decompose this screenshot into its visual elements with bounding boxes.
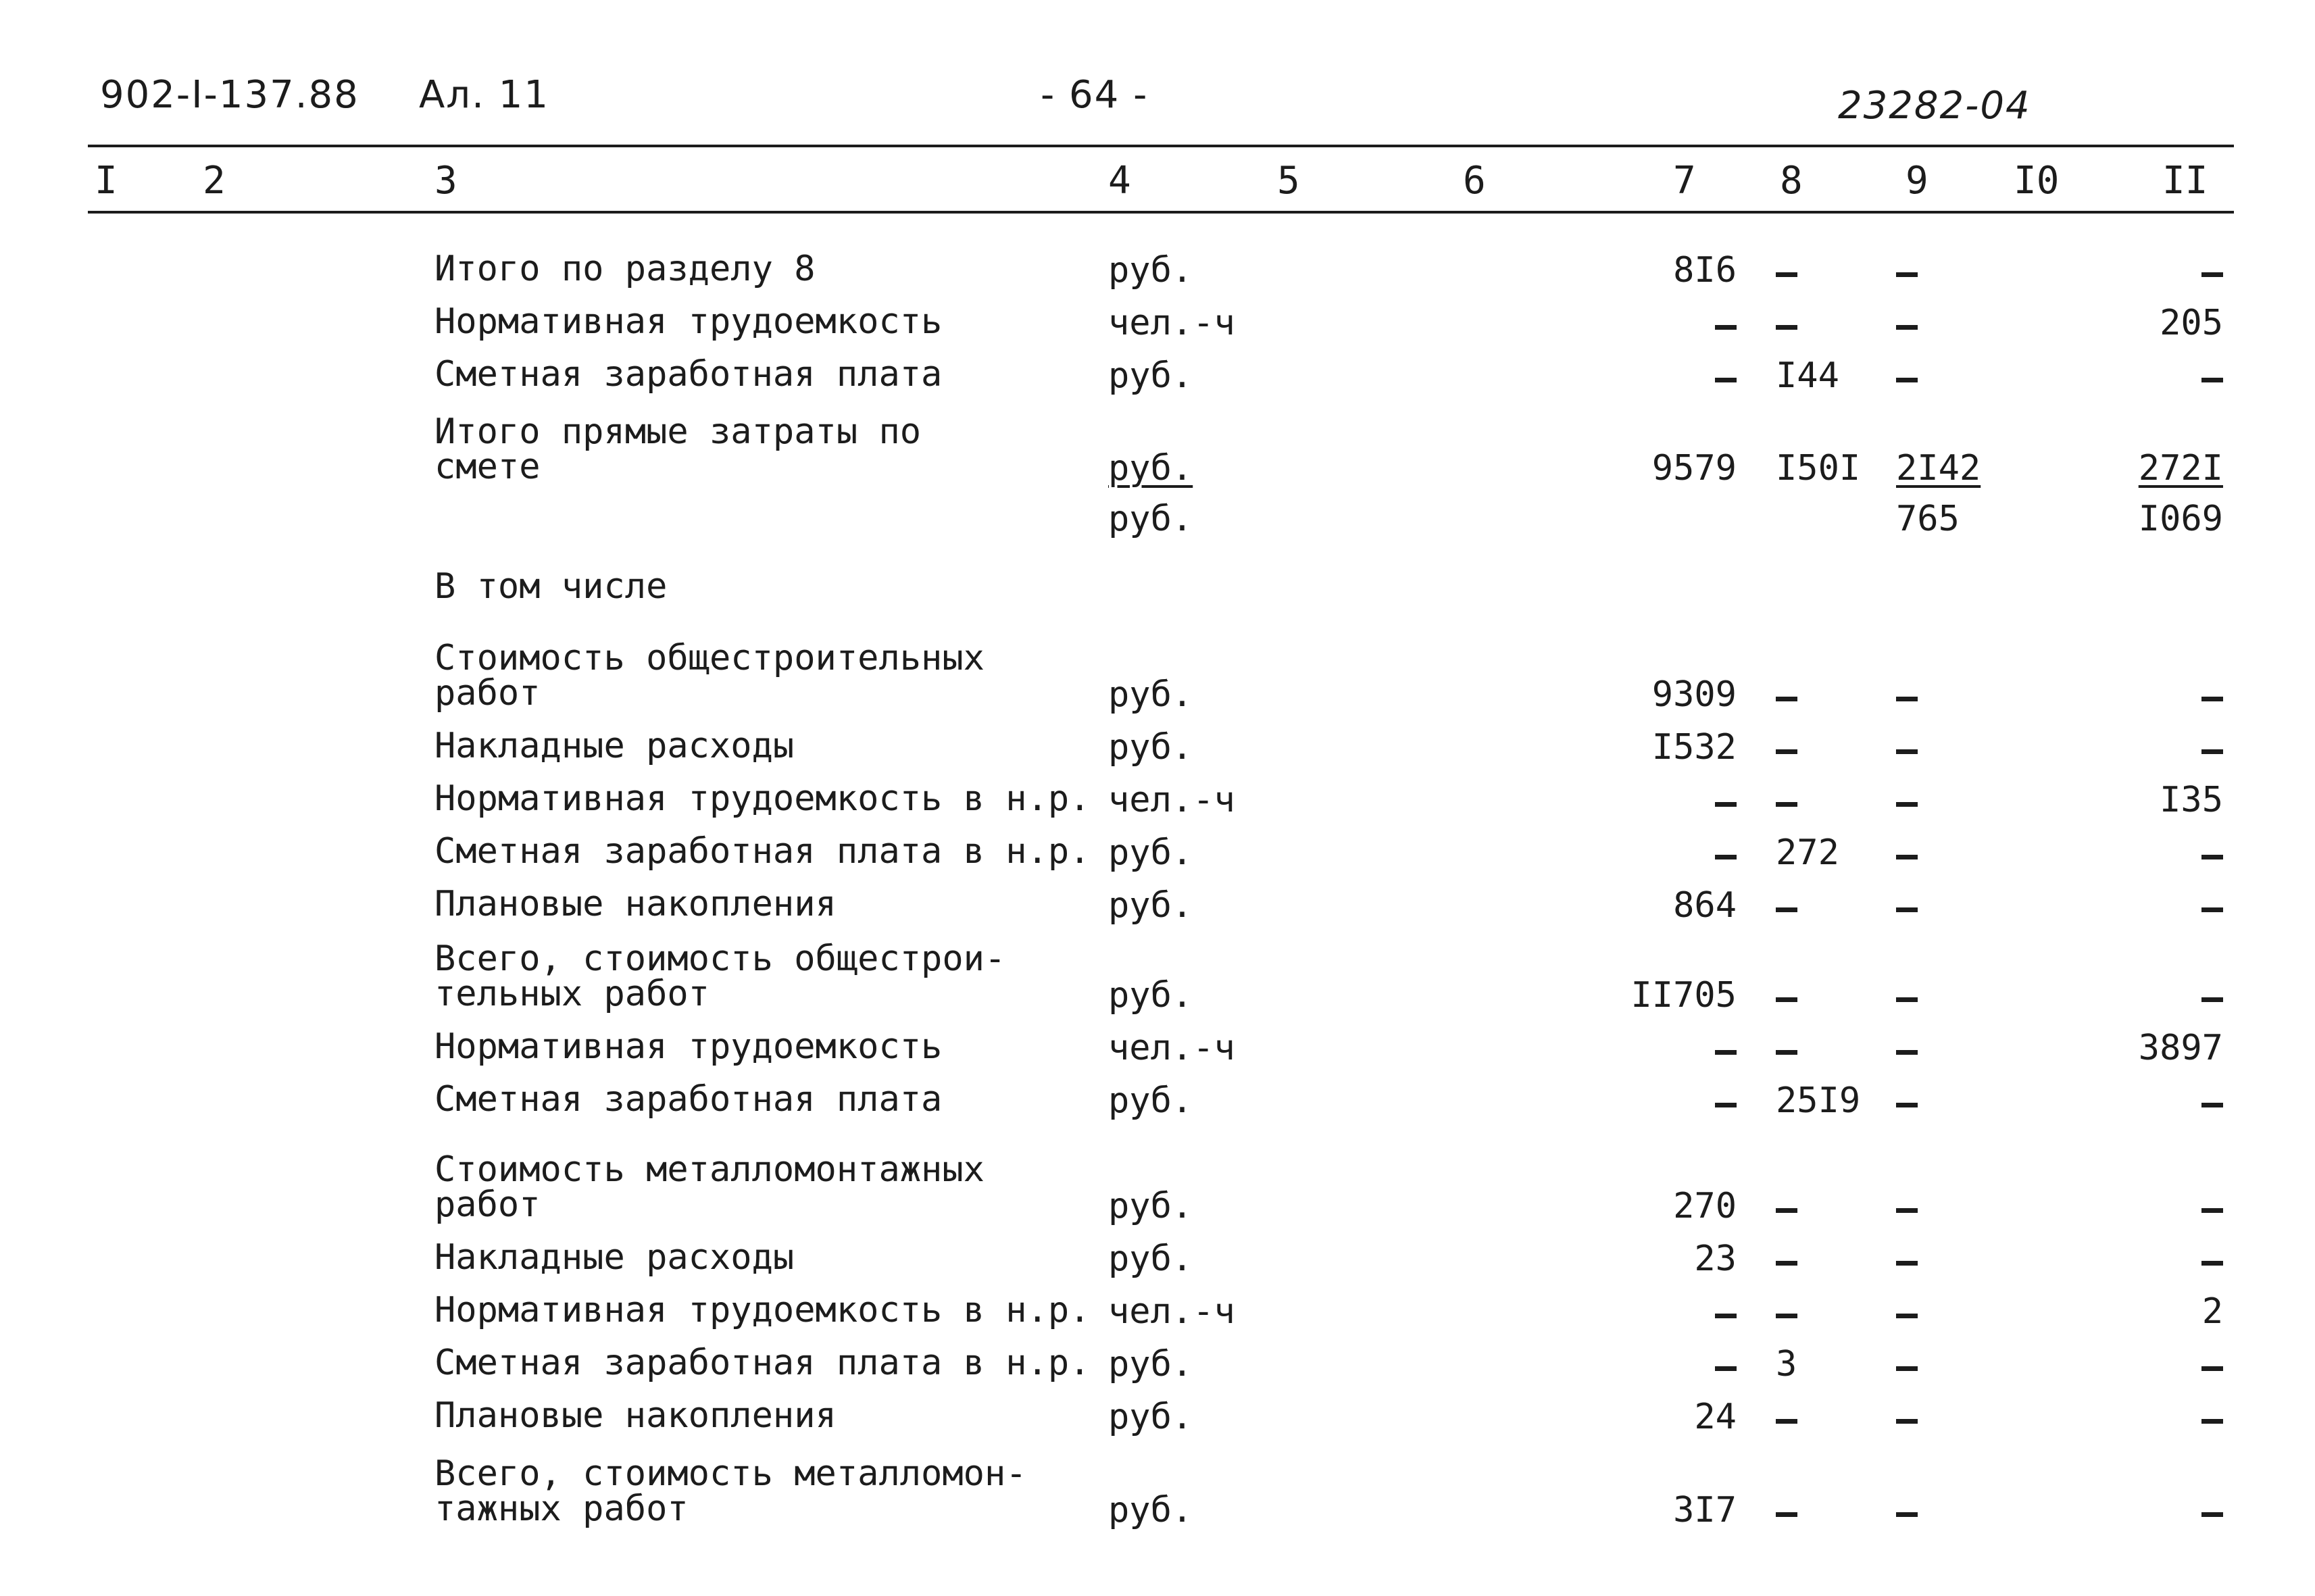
col7-value	[1628, 1029, 1737, 1067]
column-number: 4	[1108, 159, 1131, 203]
col7-value	[1628, 781, 1737, 819]
row-label: Нормативная трудоемкость	[434, 1026, 943, 1067]
column-number: I0	[2014, 159, 2060, 203]
dash-mark	[1776, 1512, 1797, 1517]
row-label: Накладные расходы	[434, 1237, 795, 1278]
dash-mark	[1896, 325, 1918, 330]
album-number: Ал. 11	[419, 73, 549, 117]
dash-mark	[2201, 1261, 2223, 1266]
dash-mark	[1776, 1314, 1797, 1318]
inventory-number: 23282-04	[1838, 84, 2031, 128]
dash-mark	[1896, 907, 1918, 912]
dash-mark	[2201, 855, 2223, 859]
dash-mark	[1896, 802, 1918, 807]
col7-value	[1628, 834, 1737, 872]
col8-value: 25I9	[1776, 1080, 1861, 1121]
row-unit: чел.-ч	[1108, 1291, 1235, 1332]
col11-value	[2129, 1240, 2223, 1278]
col11-value	[2129, 887, 2223, 924]
row-label: Всего, стоимость общестрои- тельных работ	[434, 939, 1006, 1014]
row-label: Стоимость металломонтажных работ	[434, 1149, 985, 1225]
col8-value: 272	[1776, 832, 1839, 873]
dash-mark	[1896, 378, 1918, 382]
col9-value	[1896, 1082, 1918, 1120]
col11-value: 3897	[2138, 1028, 2223, 1068]
col9-value	[1896, 1240, 1918, 1278]
row-label: Нормативная трудоемкость	[434, 301, 943, 342]
col11-value	[2129, 976, 2223, 1014]
row-unit: руб.	[1108, 1397, 1193, 1437]
col8-value	[1776, 304, 1797, 342]
dash-mark	[2201, 749, 2223, 754]
column-number: 7	[1673, 159, 1696, 203]
col7-value: 23	[1694, 1239, 1737, 1279]
col8-value: I44	[1776, 355, 1839, 396]
dash-mark	[1715, 1050, 1737, 1055]
col9-value	[1896, 1029, 1918, 1067]
row-label: Сметная заработная плата	[434, 354, 943, 395]
col7-value: 270	[1673, 1186, 1737, 1226]
column-number: I	[95, 159, 118, 203]
col9-value	[1896, 676, 1918, 714]
col7-value	[1628, 357, 1737, 395]
column-number: 5	[1277, 159, 1300, 203]
col11-value	[2129, 251, 2223, 289]
dash-mark	[1715, 855, 1737, 859]
row-unit: руб.	[1108, 1080, 1193, 1121]
col9-value	[1896, 1398, 1918, 1436]
row-unit: руб.	[1108, 1186, 1193, 1226]
col8-value	[1776, 976, 1797, 1014]
row-label: Нормативная трудоемкость в н.р.	[434, 778, 1091, 819]
row-label: Итого прямые затраты по смете	[434, 412, 922, 487]
dash-mark	[1896, 1261, 1918, 1266]
col7-value: 9309	[1651, 674, 1737, 715]
col9-value	[1896, 1187, 1918, 1225]
col11-value: I069	[2138, 499, 2223, 539]
col11-value	[2129, 1345, 2223, 1383]
col7-value: 864	[1673, 885, 1737, 926]
col11-value	[2129, 728, 2223, 766]
col8-value: I50I	[1776, 448, 1861, 489]
col9-value	[1896, 834, 1918, 872]
col9-value	[1896, 781, 1918, 819]
row-label: Всего, стоимость металломон- тажных работ	[434, 1453, 1027, 1529]
dash-mark	[1896, 1366, 1918, 1371]
col11-value	[2129, 1187, 2223, 1225]
dash-mark	[1776, 272, 1797, 277]
dash-mark	[1776, 749, 1797, 754]
col9-value	[1896, 976, 1918, 1014]
dash-mark	[2201, 1366, 2223, 1371]
dash-mark	[1715, 802, 1737, 807]
col11-value: I35	[2160, 780, 2223, 820]
row-unit: руб.	[1108, 1239, 1193, 1279]
row-unit: руб.	[1108, 1344, 1193, 1385]
dash-mark	[1776, 1419, 1797, 1424]
dash-mark	[1715, 1103, 1737, 1107]
col7-value: 3I7	[1673, 1490, 1737, 1530]
col8-value	[1776, 728, 1797, 766]
dash-mark	[1715, 1314, 1737, 1318]
col9-value	[1896, 304, 1918, 342]
col7-value: II705	[1631, 975, 1737, 1016]
column-number: 9	[1906, 159, 1928, 203]
col8-value	[1776, 1491, 1797, 1529]
dash-mark	[1896, 272, 1918, 277]
col11-value: 205	[2160, 303, 2223, 343]
dash-mark	[1776, 1208, 1797, 1213]
col8-value	[1776, 1293, 1797, 1330]
dash-mark	[1896, 1050, 1918, 1055]
column-number: 6	[1463, 159, 1486, 203]
col11-value	[2129, 834, 2223, 872]
row-label: Сметная заработная плата	[434, 1079, 943, 1120]
row-unit: руб.	[1108, 448, 1193, 489]
col7-value: I532	[1651, 727, 1737, 768]
col8-value: 3	[1776, 1344, 1797, 1385]
dash-mark	[1776, 907, 1797, 912]
row-unit: руб.	[1108, 885, 1193, 926]
col11-value: 2	[2201, 1291, 2223, 1332]
column-number: 2	[203, 159, 226, 203]
col7-value	[1628, 1345, 1737, 1383]
row-unit: руб.	[1108, 832, 1193, 873]
col9-value	[1896, 1345, 1918, 1383]
dash-mark	[1776, 697, 1797, 701]
dash-mark	[2201, 272, 2223, 277]
col7-value: 24	[1694, 1397, 1737, 1437]
dash-mark	[1776, 802, 1797, 807]
dash-mark	[1896, 749, 1918, 754]
col8-value	[1776, 1029, 1797, 1067]
dash-mark	[2201, 378, 2223, 382]
row-label: Плановые накопления	[434, 884, 837, 924]
row-unit: руб.	[1108, 499, 1193, 539]
col7-value: 8I6	[1673, 250, 1737, 291]
dash-mark	[1715, 1366, 1737, 1371]
dash-mark	[2201, 1103, 2223, 1107]
dash-mark	[1896, 1419, 1918, 1424]
col8-value	[1776, 1240, 1797, 1278]
dash-mark	[1896, 1208, 1918, 1213]
dash-mark	[2201, 697, 2223, 701]
row-unit: руб.	[1108, 727, 1193, 768]
col11-value	[2129, 357, 2223, 395]
col8-value	[1776, 251, 1797, 289]
col8-value	[1776, 781, 1797, 819]
page-number: - 64 -	[1041, 73, 1149, 117]
row-unit: руб.	[1108, 975, 1193, 1016]
col7-value	[1628, 304, 1737, 342]
col9-value: 2I42	[1896, 448, 1981, 489]
col8-value	[1776, 676, 1797, 714]
col11-value	[2129, 676, 2223, 714]
row-unit: руб.	[1108, 355, 1193, 396]
header-bottom-rule	[88, 211, 2234, 214]
dash-mark	[1896, 997, 1918, 1002]
dash-mark	[1776, 325, 1797, 330]
dash-mark	[1896, 1512, 1918, 1517]
col9-value	[1896, 1491, 1918, 1529]
dash-mark	[1896, 697, 1918, 701]
col7-value	[1628, 1293, 1737, 1330]
col9-value	[1896, 357, 1918, 395]
dash-mark	[2201, 1512, 2223, 1517]
col11-value	[2129, 1491, 2223, 1529]
dash-mark	[1896, 1314, 1918, 1318]
dash-mark	[1896, 1103, 1918, 1107]
dash-mark	[1715, 325, 1737, 330]
col9-value: 765	[1896, 499, 1960, 539]
dash-mark	[1715, 378, 1737, 382]
row-label: Сметная заработная плата в н.р.	[434, 1343, 1091, 1383]
row-label: В том числе	[434, 566, 668, 607]
row-label: Накладные расходы	[434, 726, 795, 766]
col7-value	[1628, 1082, 1737, 1120]
row-unit: чел.-ч	[1108, 1028, 1235, 1068]
column-number: 8	[1780, 159, 1803, 203]
dash-mark	[1776, 1261, 1797, 1266]
column-number: II	[2162, 159, 2208, 203]
row-unit: руб.	[1108, 1490, 1193, 1530]
dash-mark	[1776, 997, 1797, 1002]
row-label: Итого по разделу 8	[434, 249, 816, 289]
col8-value	[1776, 1398, 1797, 1436]
header-top-rule	[88, 145, 2234, 147]
row-label: Стоимость общестроительных работ	[434, 638, 985, 714]
row-label: Сметная заработная плата в н.р.	[434, 831, 1091, 872]
dash-mark	[2201, 1208, 2223, 1213]
row-label: Нормативная трудоемкость в н.р.	[434, 1290, 1091, 1330]
col9-value	[1896, 1293, 1918, 1330]
dash-mark	[2201, 907, 2223, 912]
col8-value	[1776, 1187, 1797, 1225]
col11-value	[2129, 1082, 2223, 1120]
row-unit: руб.	[1108, 674, 1193, 715]
col7-value: 9579	[1651, 448, 1737, 489]
col11-value: 272I	[2138, 448, 2223, 489]
col11-value	[2129, 1398, 2223, 1436]
col9-value	[1896, 887, 1918, 924]
col9-value	[1896, 251, 1918, 289]
col8-value	[1776, 887, 1797, 924]
dash-mark	[2201, 1419, 2223, 1424]
row-unit: чел.-ч	[1108, 303, 1235, 343]
col9-value	[1896, 728, 1918, 766]
dash-mark	[1896, 855, 1918, 859]
row-unit: чел.-ч	[1108, 780, 1235, 820]
row-unit: руб.	[1108, 250, 1193, 291]
dash-mark	[1776, 1050, 1797, 1055]
document-code: 902-I-137.88	[100, 73, 359, 117]
dash-mark	[2201, 997, 2223, 1002]
column-number: 3	[434, 159, 457, 203]
row-label: Плановые накопления	[434, 1395, 837, 1436]
